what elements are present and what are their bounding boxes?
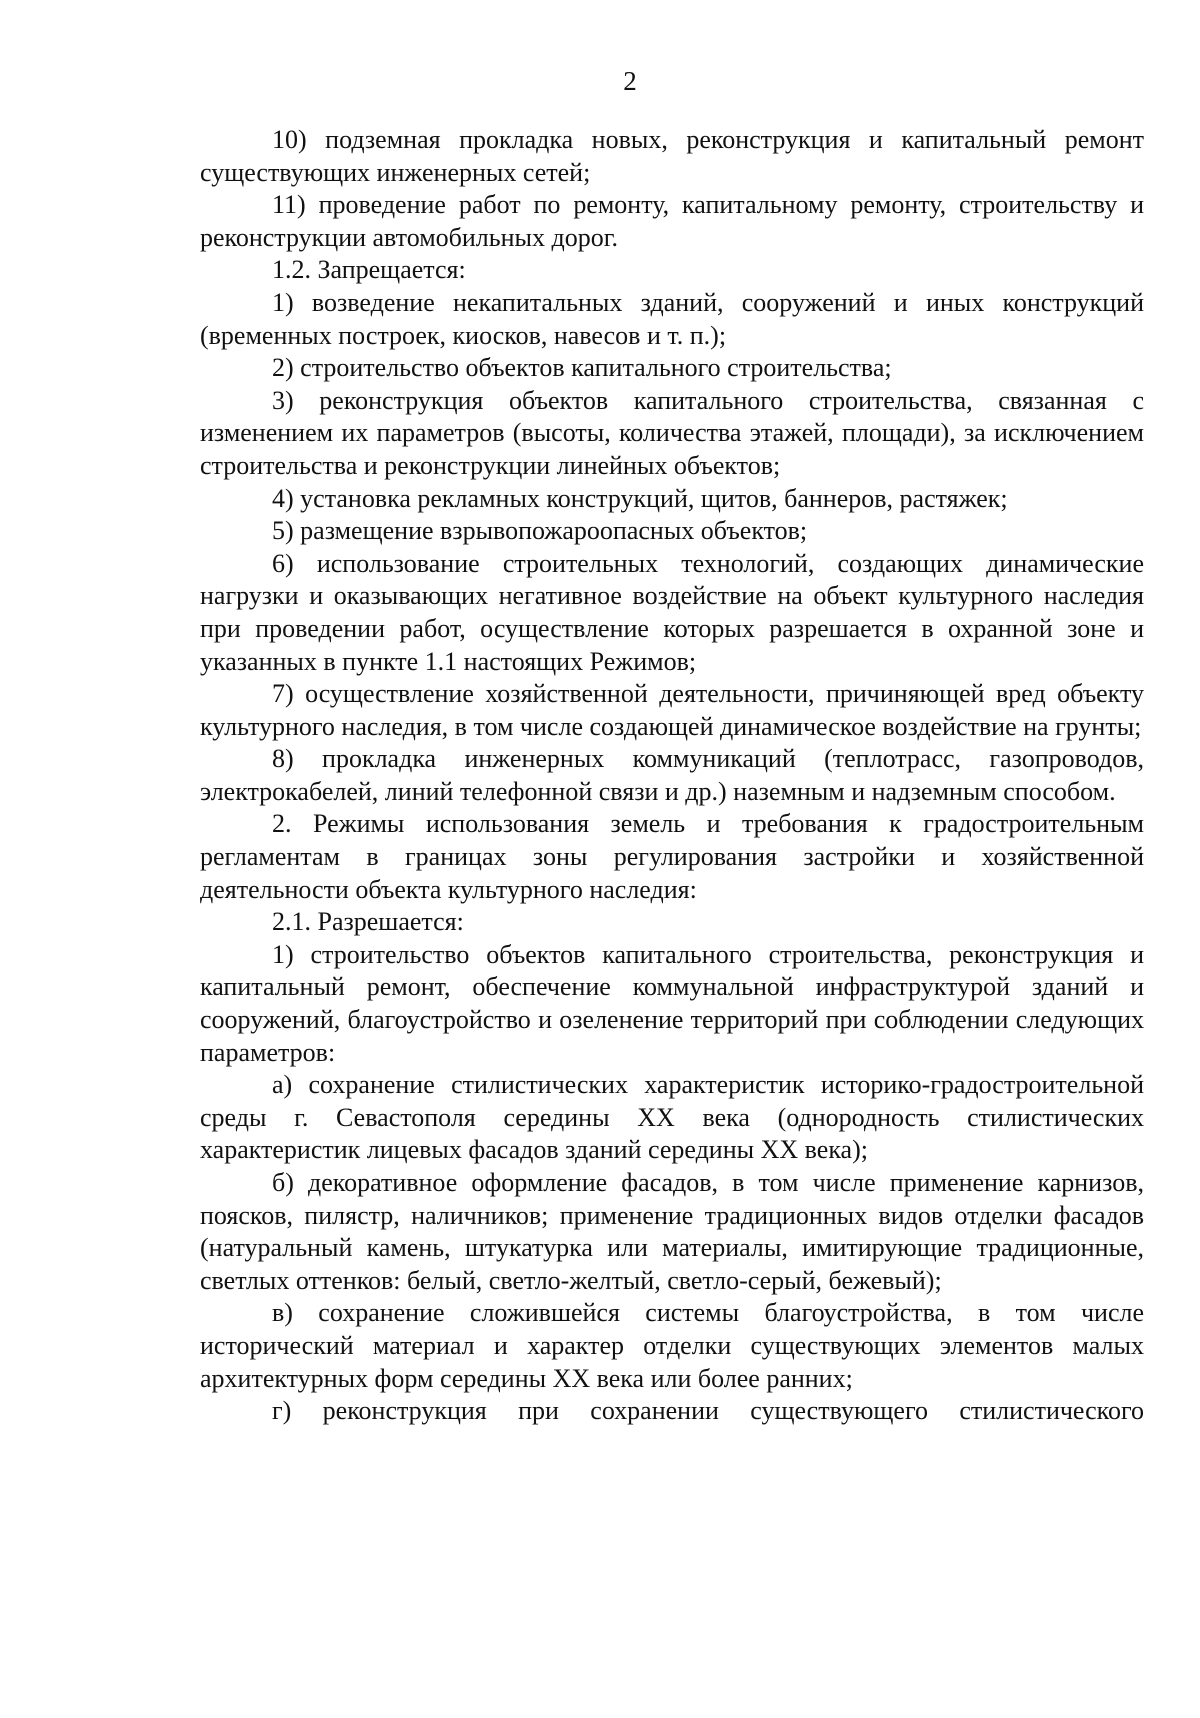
paragraph-prohibited-7: 7) осуществление хозяйственной деятельности, причиняющей вред объекту культурного наследия, в том числе создающей динамическое воздействие на грунты; (200, 679, 1144, 741)
paragraph-allowed-g: г) реконструкция при сохранении существующего стилистического (272, 1396, 1144, 1426)
paragraph-item-10: 10) подземная прокладка новых, реконструкция и капитальный ремонт существующих инженерных сетей; (200, 125, 1144, 187)
paragraph-allowed-v: в) сохранение сложившейся системы благоустройства, в том числе исторический материал и характер отделки существующих элементов малых архитектурных форм середины XX века или более ранних; (200, 1298, 1144, 1393)
paragraph-prohibited-5: 5) размещение взрывопожароопасных объектов; (272, 516, 808, 546)
paragraph-item-11: 11) проведение работ по ремонту, капитальному ремонту, строительству и реконструкции автомобильных дорог. (200, 190, 1144, 252)
paragraph-allowed-1: 1) строительство объектов капитального строительства, реконструкция и капитальный ремонт, обеспечение коммунальной инфраструктурой зданий и сооружений, благоустройство и озеленение территорий при соблюдении следующих параметров: (200, 939, 1144, 1067)
paragraph-prohibited-6: 6) использование строительных технологий, создающих динамические нагрузки и оказывающих негативное воздействие на объект культурного наследия при проведении работ, осуществление которых разрешается в охранной зоне и указанных в пункте 1.1 настоящих Режимов; (200, 548, 1144, 676)
paragraph-prohibited-4: 4) установка рекламных конструкций, щитов, баннеров, растяжек; (272, 483, 1008, 513)
document-body (200, 124, 1144, 1428)
page-number: 2 (623, 66, 637, 96)
paragraph-allowed-a: а) сохранение стилистических характеристик историко-градостроительной среды г. Севастополя середины XX века (однородность стилистических характеристик лицевых фасадов зданий середины XX века); (200, 1070, 1144, 1165)
paragraph-heading-1-2: 1.2. Запрещается: (272, 255, 466, 285)
paragraph-section-2: 2. Режимы использования земель и требования к градостроительным регламентам в границах зоны регулирования застройки и хозяйственной деятельности объекта культурного наследия: (200, 809, 1144, 904)
paragraph-prohibited-3: 3) реконструкция объектов капитального строительства, связанная с изменением их параметров (высоты, количества этажей, площади), за исключением строительства и реконструкции линейных объектов; (200, 385, 1144, 480)
paragraph-prohibited-1: 1) возведение некапитальных зданий, сооружений и иных конструкций (временных построек, киосков, навесов и т. п.); (200, 287, 1144, 350)
paragraph-prohibited-2: 2) строительство объектов капитального строительства; (272, 353, 892, 383)
paragraph-heading-2-1: 2.1. Разрешается: (272, 907, 464, 937)
paragraph-prohibited-8: 8) прокладка инженерных коммуникаций (теплотрасс, газопроводов, электрокабелей, линий телефонной связи и др.) наземным и надземным способом. (200, 744, 1144, 806)
paragraph-allowed-b: б) декоративное оформление фасадов, в том числе применение карнизов, поясков, пилястр, наличников; применение традиционных видов отделки фасадов (натуральный камень, штукатурка или материалы, имитирующие традиционные, светлых оттенков: белый, светло-желтый, светло-серый, бежевый); (200, 1168, 1144, 1295)
